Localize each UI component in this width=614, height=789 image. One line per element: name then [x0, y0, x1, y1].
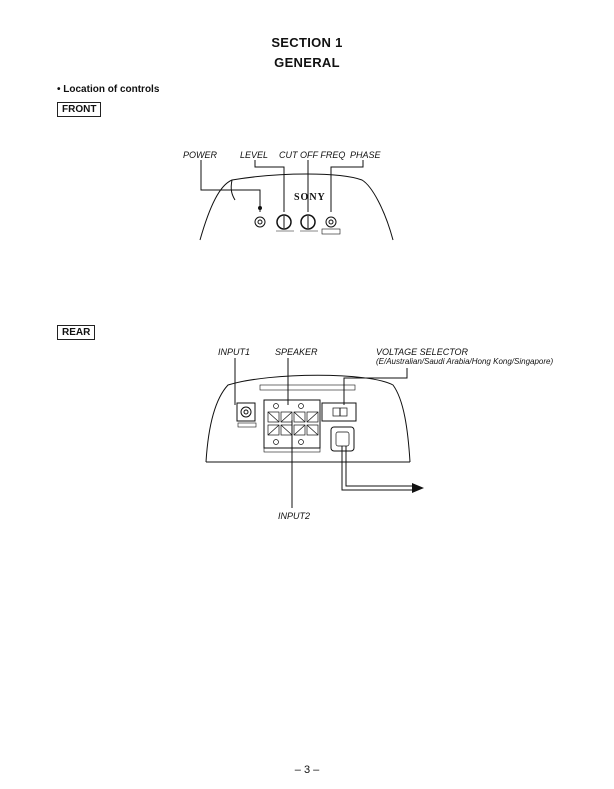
voltage-regions-label: (E/Australian/Saudi Arabia/Hong Kong/Singapore) [376, 357, 554, 366]
voltage-selector [322, 403, 356, 421]
sony-logo: SONY [294, 192, 326, 203]
input1-label: INPUT1 [218, 347, 251, 357]
voltage-leader-line [344, 368, 407, 405]
cord-arrow-icon [412, 483, 424, 493]
section-title: SECTION 1 [271, 35, 343, 50]
rear-tag: REAR [57, 325, 95, 340]
cutoff-freq-label: CUT OFF FREQ [279, 150, 346, 160]
level-label: LEVEL [240, 150, 269, 160]
location-of-controls-heading: • Location of controls [57, 84, 160, 95]
phase-label: PHASE [350, 150, 381, 160]
power-label: POWER [183, 150, 218, 160]
voltage-selector-label: VOLTAGE SELECTOR [376, 347, 469, 357]
section-subtitle: GENERAL [274, 55, 340, 70]
speaker-label: SPEAKER [275, 347, 318, 357]
input2-label: INPUT2 [278, 511, 311, 521]
front-tag: FRONT [57, 102, 101, 117]
input1-jack [237, 403, 255, 421]
page-number: – 3 – [294, 764, 320, 776]
